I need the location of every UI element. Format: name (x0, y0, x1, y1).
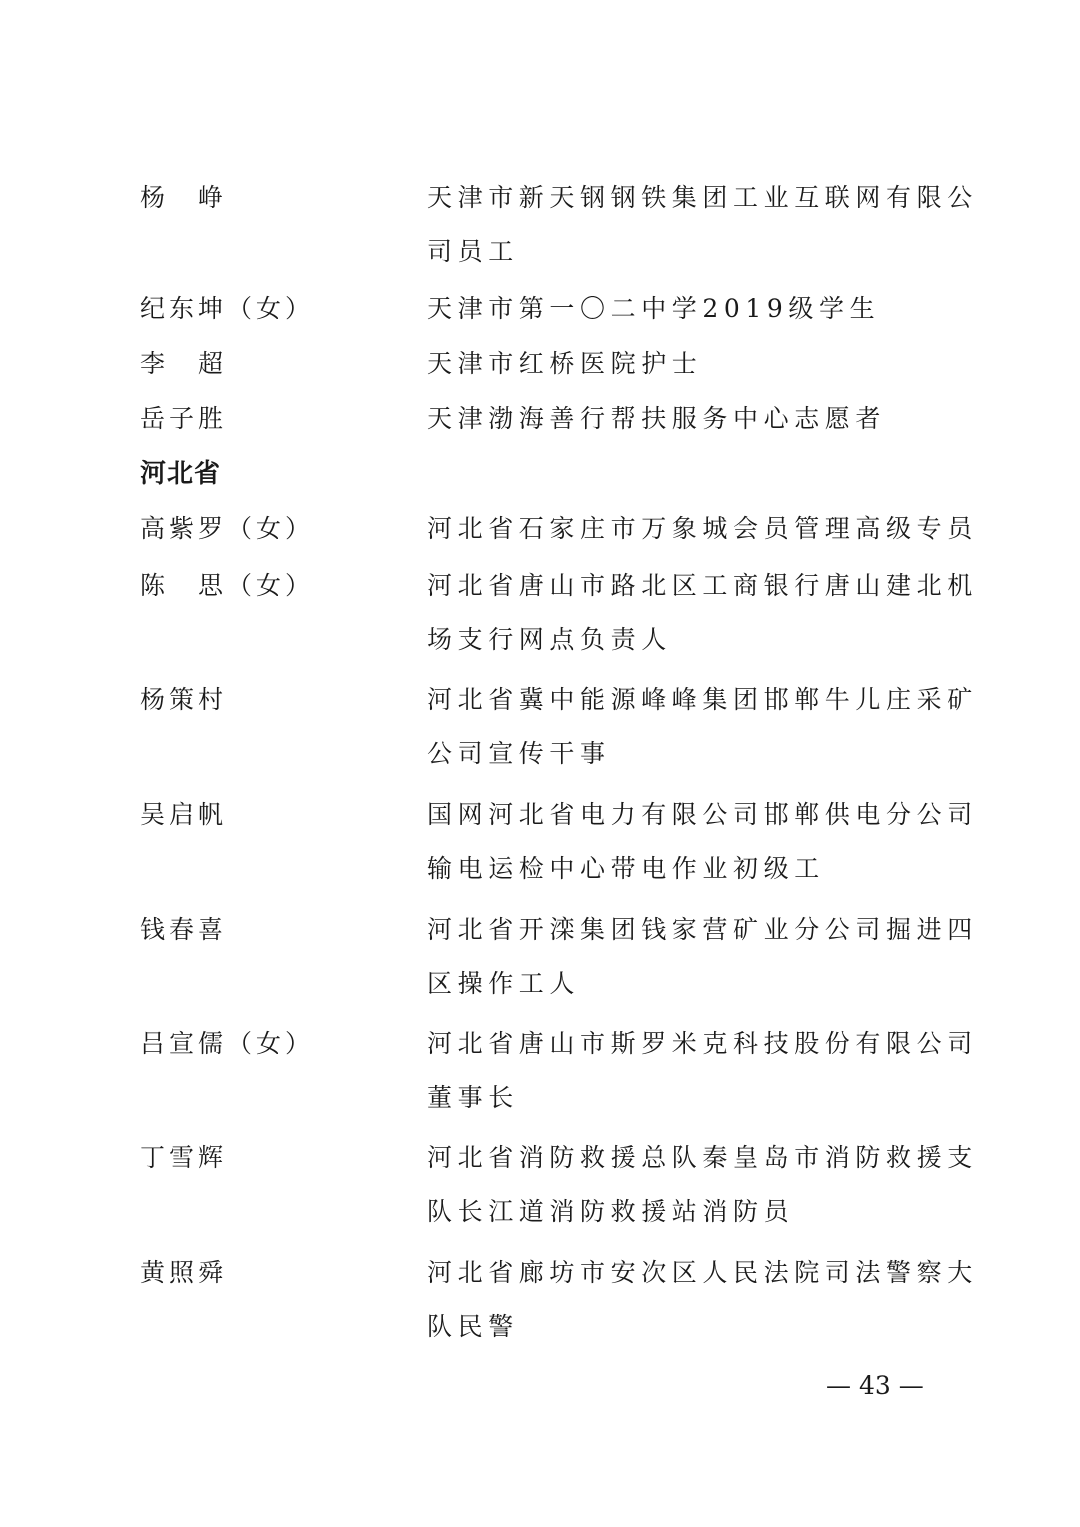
person-name: 高紫罗（女） (140, 514, 315, 543)
description-line: 天津市第一〇二中学2019级学生 (427, 294, 881, 323)
person-description (427, 350, 942, 378)
description-line: 河北省廊坊市安次区人民法院司法警察大 (427, 1258, 978, 1287)
person-description (427, 405, 942, 433)
person-description (427, 295, 942, 323)
person-name: 陈 思（女） (140, 571, 315, 600)
person-name: 黄照舜 (140, 1258, 228, 1287)
description-line: 河北省消防救援总队秦皇岛市消防救援支 (427, 1143, 978, 1172)
description-line: 队民警 (427, 1312, 519, 1341)
description-line: 国网河北省电力有限公司邯郸供电分公司 (427, 800, 978, 829)
person-description (427, 571, 978, 654)
description-line: 司员工 (427, 237, 519, 266)
description-line: 河北省冀中能源峰峰集团邯郸牛儿庄采矿 (427, 685, 978, 714)
description-line: 河北省石家庄市万象城会员管理高级专员 (427, 514, 978, 543)
person-name: 吴启帆 (140, 800, 228, 829)
person-description (427, 1258, 978, 1341)
person-description (427, 514, 978, 543)
description-line: 天津市新天钢钢铁集团工业互联网有限公 (427, 183, 978, 212)
person-name: 吕宣儒（女） (140, 1029, 315, 1058)
person-description (427, 685, 978, 768)
description-line: 董事长 (427, 1083, 519, 1112)
person-name: 岳子胜 (140, 404, 228, 433)
person-name: 纪东坤（女） (140, 294, 315, 323)
description-line: 输电运检中心带电作业初级工 (427, 854, 825, 883)
person-name: 李 超 (140, 349, 228, 378)
description-line: 河北省唐山市路北区工商银行唐山建北机 (427, 571, 978, 600)
description-line: 区操作工人 (427, 969, 581, 998)
person-description (427, 1143, 978, 1226)
person-name: 杨 峥 (140, 183, 228, 212)
person-description (427, 915, 978, 998)
description-line: 天津市红桥医院护士 (427, 349, 703, 378)
description-line: 河北省开滦集团钱家营矿业分公司掘进四 (427, 915, 978, 944)
description-line: 公司宣传干事 (427, 739, 611, 768)
description-line: 队长江道消防救援站消防员 (427, 1197, 795, 1226)
person-name: 钱春喜 (140, 915, 228, 944)
person-description (427, 183, 978, 266)
person-description (427, 1029, 978, 1112)
section-heading: 河北省 (140, 459, 222, 489)
person-name: 丁雪辉 (140, 1143, 228, 1172)
person-description (427, 800, 978, 883)
description-line: 河北省唐山市斯罗米克科技股份有限公司 (427, 1029, 978, 1058)
person-name: 杨策村 (140, 685, 228, 714)
page-number: — 43 — (826, 1371, 924, 1400)
description-line: 场支行网点负责人 (427, 625, 672, 654)
description-line: 天津渤海善行帮扶服务中心志愿者 (427, 404, 887, 433)
